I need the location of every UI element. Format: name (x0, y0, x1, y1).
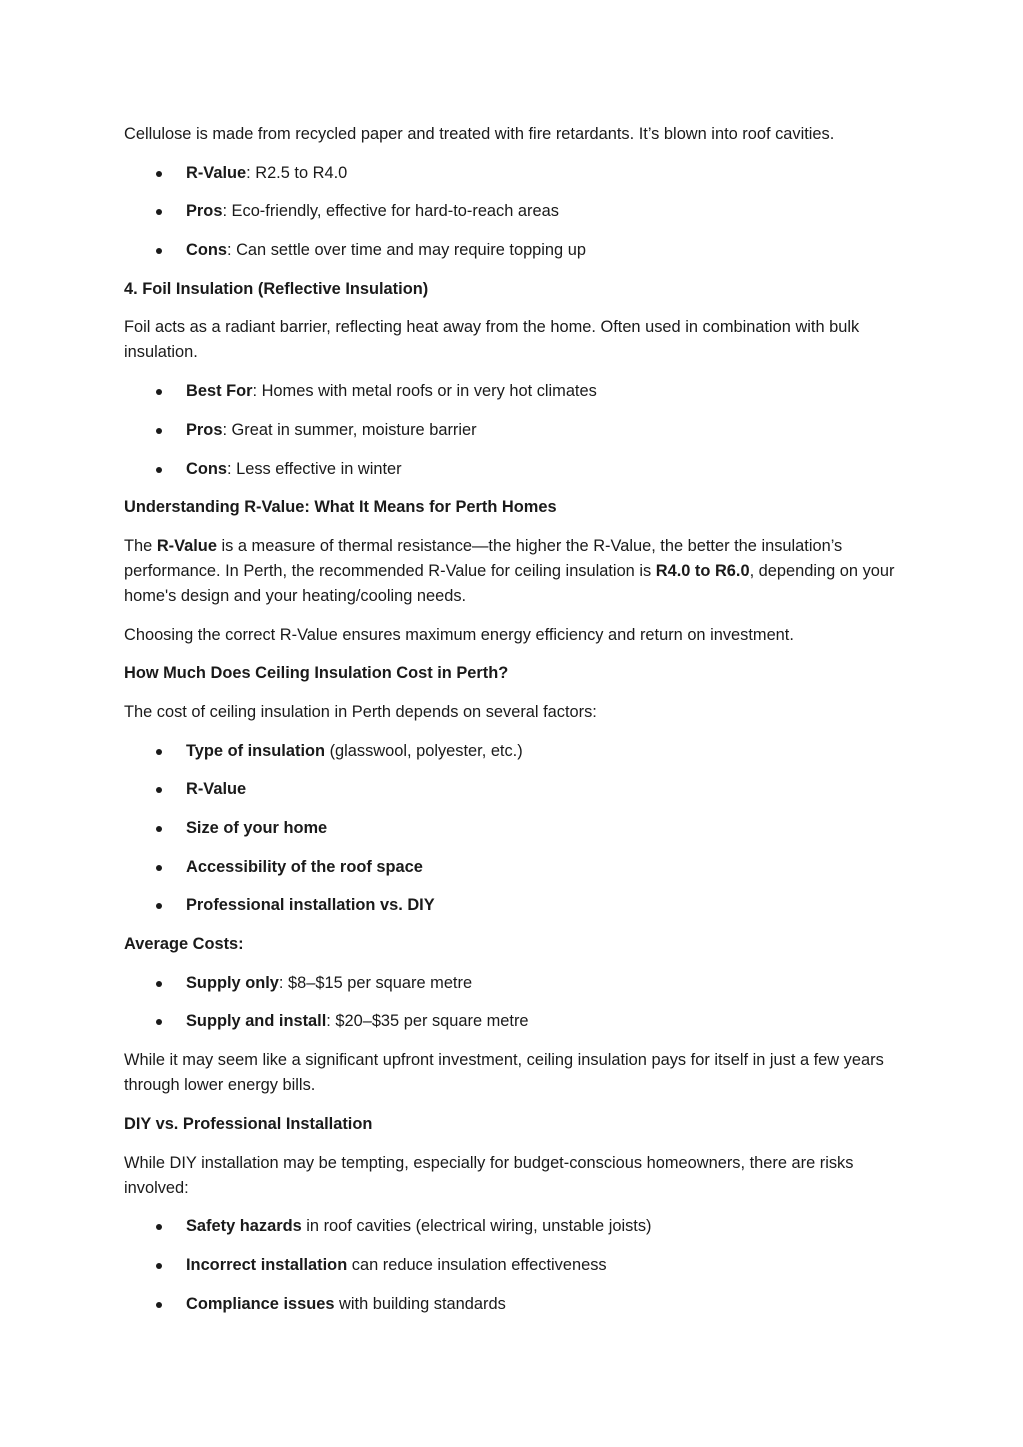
list-item (124, 238, 904, 263)
foil-intro: Foil acts as a radiant barrier, reflecting heat away from the home. Often used in combination with bulk insulation. (124, 318, 860, 362)
item-label: Safety hazards (186, 1217, 302, 1236)
document-page (124, 122, 904, 1330)
item-text: : $8–$15 per square metre (278, 973, 473, 992)
item-text: : Can settle over time and may require topping up (226, 241, 586, 260)
list-item (124, 457, 904, 482)
cost-intro: The cost of ceiling insulation in Perth depends on several factors: (124, 702, 597, 721)
foil-heading: 4. Foil Insulation (Reflective Insulation) (124, 279, 429, 298)
list-item (124, 1214, 904, 1239)
diy-intro: While DIY installation may be tempting, especially for budget-conscious homeowners, there are risks involved: (124, 1153, 854, 1197)
cost-factors-list (124, 739, 904, 919)
bullet-icon (156, 389, 162, 395)
item-label: Pros (186, 420, 223, 439)
list-item (124, 1009, 904, 1034)
bullet-icon (156, 1302, 162, 1308)
list-item (124, 379, 904, 404)
rvalue-paragraph-2: Choosing the correct R-Value ensures maximum energy efficiency and return on investment. (124, 625, 794, 644)
item-text: in roof cavities (electrical wiring, unstable joists) (301, 1217, 652, 1236)
bullet-icon (156, 981, 162, 987)
bullet-icon (156, 787, 162, 793)
diy-risks-list (124, 1214, 904, 1316)
item-label: Pros (186, 202, 223, 221)
item-text: : Great in summer, moisture barrier (222, 420, 477, 439)
bullet-icon (156, 1224, 162, 1230)
item-text: : Eco-friendly, effective for hard-to-reach areas (222, 202, 559, 221)
item-text: : Less effective in winter (226, 459, 402, 478)
list-item (124, 1292, 904, 1317)
bullet-icon (156, 171, 162, 177)
list-item (124, 971, 904, 996)
item-text: (glasswool, polyester, etc.) (325, 741, 523, 760)
foil-list (124, 379, 904, 481)
item-label: R-Value (186, 163, 247, 182)
bullet-icon (156, 903, 162, 909)
diy-heading: DIY vs. Professional Installation (124, 1114, 373, 1133)
item-label: Supply and install (186, 1012, 327, 1031)
bullet-icon (156, 209, 162, 215)
item-label: Size of your home (186, 819, 328, 837)
bullet-icon (156, 749, 162, 755)
item-label: Cons (186, 241, 227, 260)
item-label: Incorrect installation (186, 1255, 348, 1274)
list-item (124, 418, 904, 443)
average-costs-heading: Average Costs: (124, 935, 244, 954)
item-label: Compliance issues (186, 1294, 335, 1313)
list-item (124, 161, 904, 186)
cellulose-list (124, 161, 904, 263)
item-label: Accessibility of the roof space (186, 857, 423, 876)
cost-heading: How Much Does Ceiling Insulation Cost in Perth? (124, 664, 509, 683)
bullet-icon (156, 865, 162, 871)
list-item (124, 893, 904, 918)
bullet-icon (156, 1263, 162, 1269)
list-item (124, 1253, 904, 1278)
rvalue-heading: Understanding R-Value: What It Means for Perth Homes (124, 498, 557, 517)
item-label: Supply only (186, 973, 279, 992)
bullet-icon (156, 428, 162, 434)
item-text: can reduce insulation effectiveness (347, 1255, 607, 1274)
item-label: R-Value (186, 780, 247, 799)
list-item (124, 199, 904, 224)
bullet-icon (156, 248, 162, 254)
item-label: Professional installation vs. DIY (186, 896, 435, 915)
item-label: Cons (186, 459, 227, 478)
rvalue-paragraph: The R-Value is a measure of thermal resistance—the higher the R-Value, the better the insulation’s performance. In Perth, the recommended R-Value for ceiling insulation is R4.0 to R6.0, depending on your home's design and your heating/cooling needs. (124, 536, 895, 605)
list-item (124, 855, 904, 880)
cellulose-intro: Cellulose is made from recycled paper and treated with fire retardants. It’s blown into roof cavities. (124, 125, 835, 143)
item-label: Type of insulation (186, 741, 326, 760)
list-item (124, 739, 904, 764)
list-item (124, 816, 904, 841)
cost-outro: While it may seem like a significant upfront investment, ceiling insulation pays for itself in just a few years through lower energy bills. (124, 1051, 884, 1095)
average-costs-list (124, 971, 904, 1035)
item-text: with building standards (334, 1294, 506, 1313)
bullet-icon (156, 1019, 162, 1025)
item-text: : R2.5 to R4.0 (246, 163, 348, 182)
bullet-icon (156, 826, 162, 832)
bullet-icon (156, 467, 162, 473)
list-item (124, 777, 904, 802)
item-text: : $20–$35 per square metre (326, 1012, 529, 1031)
item-text: : Homes with metal roofs or in very hot climates (252, 382, 597, 401)
item-label: Best For (186, 382, 253, 401)
